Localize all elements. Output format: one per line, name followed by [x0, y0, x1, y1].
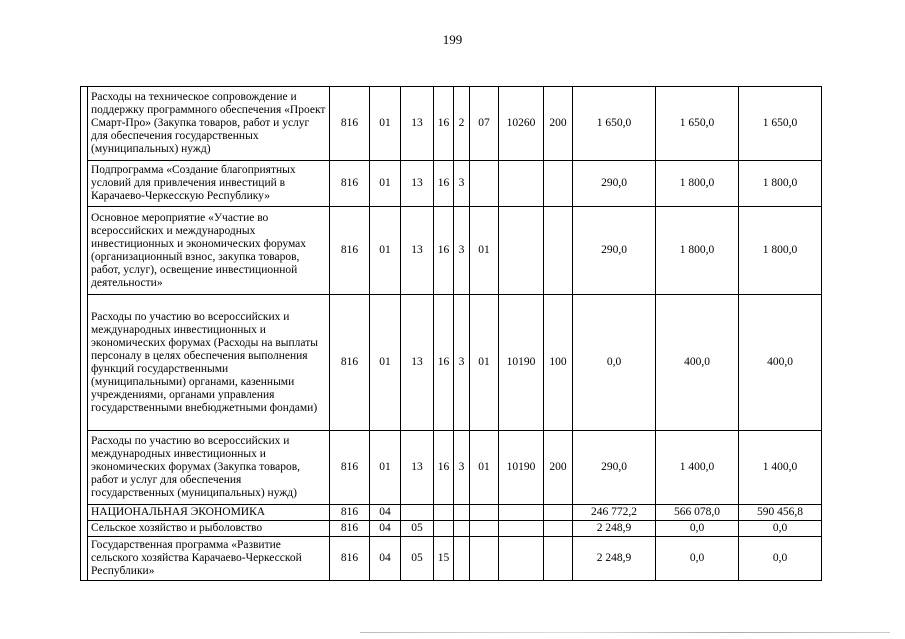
direction-cell [499, 207, 544, 295]
razdel-cell: 01 [370, 295, 401, 431]
program-cell: 16 [434, 295, 454, 431]
amount-year3-cell: 1 400,0 [739, 431, 822, 505]
glava-cell: 816 [330, 87, 370, 161]
direction-cell [499, 505, 544, 521]
razdel-cell: 01 [370, 161, 401, 207]
amount-year1-cell: 1 650,0 [573, 87, 656, 161]
direction-cell: 10190 [499, 431, 544, 505]
podrazdel-cell [401, 505, 434, 521]
table-row [81, 295, 822, 431]
table-body [81, 87, 822, 581]
amount-year2-cell: 1 800,0 [656, 207, 739, 295]
glava-cell: 816 [330, 505, 370, 521]
amount-year1-cell: 290,0 [573, 161, 656, 207]
subprogram-cell: 3 [454, 207, 470, 295]
program-cell: 16 [434, 161, 454, 207]
table-row [81, 161, 822, 207]
direction-cell [499, 537, 544, 581]
table-row [81, 87, 822, 161]
subprogram-cell [454, 537, 470, 581]
row-description: Расходы по участию во всероссийских и международных инвестиционных и экономических форумах (Закупка товаров, работ и услуг для обеспечения государственных (муниципальных) нужд) [88, 431, 330, 505]
amount-year2-cell: 1 800,0 [656, 161, 739, 207]
program-cell: 16 [434, 431, 454, 505]
event-cell [470, 505, 499, 521]
glava-cell: 816 [330, 161, 370, 207]
glava-cell: 816 [330, 431, 370, 505]
amount-year3-cell: 1 800,0 [739, 207, 822, 295]
expense-type-cell [544, 521, 573, 537]
table-row [81, 431, 822, 505]
amount-year3-cell: 1 650,0 [739, 87, 822, 161]
row-description: Сельское хозяйство и рыболовство [88, 521, 330, 537]
budget-table [80, 86, 822, 581]
amount-year2-cell: 400,0 [656, 295, 739, 431]
razdel-cell: 04 [370, 505, 401, 521]
row-description: Подпрограмма «Создание благоприятных условий для привлечения инвестиций в Карачаево-Черкесскую Республику» [88, 161, 330, 207]
table-row [81, 505, 822, 521]
event-cell: 01 [470, 207, 499, 295]
expense-type-cell [544, 207, 573, 295]
subprogram-cell [454, 521, 470, 537]
program-cell [434, 505, 454, 521]
expense-type-cell [544, 161, 573, 207]
podrazdel-cell: 05 [401, 521, 434, 537]
amount-year2-cell: 566 078,0 [656, 505, 739, 521]
glava-cell: 816 [330, 537, 370, 581]
podrazdel-cell: 13 [401, 295, 434, 431]
amount-year1-cell: 2 248,9 [573, 521, 656, 537]
row-description: Расходы на техническое сопровождение и поддержку программного обеспечения «Проект Смарт-Про» (Закупка товаров, работ и услуг для обеспечения государственных (муниципальных) нужд) [88, 87, 330, 161]
row-description: Основное мероприятие «Участие во всероссийских и международных инвестиционных и экономических форумах (организационный взнос, закупка товаров, работ, услуг), освещение инвестиционной деятельности» [88, 207, 330, 295]
subprogram-cell [454, 505, 470, 521]
direction-cell [499, 521, 544, 537]
program-cell: 16 [434, 87, 454, 161]
direction-cell [499, 161, 544, 207]
expense-type-cell [544, 537, 573, 581]
table-row [81, 521, 822, 537]
glava-cell: 816 [330, 207, 370, 295]
razdel-cell: 01 [370, 207, 401, 295]
direction-cell: 10260 [499, 87, 544, 161]
subprogram-cell: 3 [454, 161, 470, 207]
razdel-cell: 04 [370, 521, 401, 537]
amount-year1-cell: 246 772,2 [573, 505, 656, 521]
direction-cell: 10190 [499, 295, 544, 431]
amount-year3-cell: 0,0 [739, 521, 822, 537]
amount-year1-cell: 0,0 [573, 295, 656, 431]
podrazdel-cell: 13 [401, 431, 434, 505]
scan-artifact-line [360, 632, 890, 633]
expense-type-cell: 200 [544, 431, 573, 505]
event-cell [470, 537, 499, 581]
table-row [81, 537, 822, 581]
event-cell [470, 161, 499, 207]
subprogram-cell: 3 [454, 431, 470, 505]
amount-year1-cell: 290,0 [573, 431, 656, 505]
table-row [81, 207, 822, 295]
amount-year3-cell: 0,0 [739, 537, 822, 581]
razdel-cell: 01 [370, 87, 401, 161]
amount-year2-cell: 0,0 [656, 521, 739, 537]
razdel-cell: 01 [370, 431, 401, 505]
subprogram-cell: 3 [454, 295, 470, 431]
amount-year2-cell: 1 650,0 [656, 87, 739, 161]
program-cell: 16 [434, 207, 454, 295]
amount-year2-cell: 0,0 [656, 537, 739, 581]
razdel-cell: 04 [370, 537, 401, 581]
row-description: Расходы по участию во всероссийских и международных инвестиционных и экономических форумах (Расходы на выплаты персоналу в целях обеспечения выполнения функций государственными (муниципальными) органами, казенными учреждениями, органами управления государственными внебюджетными фондами) [88, 295, 330, 431]
amount-year3-cell: 1 800,0 [739, 161, 822, 207]
row-description: НАЦИОНАЛЬНАЯ ЭКОНОМИКА [88, 505, 330, 521]
event-cell: 01 [470, 295, 499, 431]
expense-type-cell: 200 [544, 87, 573, 161]
page-number: 199 [442, 32, 463, 47]
expense-type-cell: 100 [544, 295, 573, 431]
podrazdel-cell: 13 [401, 207, 434, 295]
row-description: Государственная программа «Развитие сельского хозяйства Карачаево-Черкесской Республики» [88, 537, 330, 581]
program-cell: 15 [434, 537, 454, 581]
program-cell [434, 521, 454, 537]
glava-cell: 816 [330, 521, 370, 537]
event-cell [470, 521, 499, 537]
amount-year1-cell: 290,0 [573, 207, 656, 295]
amount-year2-cell: 1 400,0 [656, 431, 739, 505]
glava-cell: 816 [330, 295, 370, 431]
podrazdel-cell: 13 [401, 87, 434, 161]
amount-year1-cell: 2 248,9 [573, 537, 656, 581]
expense-type-cell [544, 505, 573, 521]
event-cell: 01 [470, 431, 499, 505]
subprogram-cell: 2 [454, 87, 470, 161]
podrazdel-cell: 05 [401, 537, 434, 581]
event-cell: 07 [470, 87, 499, 161]
podrazdel-cell: 13 [401, 161, 434, 207]
amount-year3-cell: 590 456,8 [739, 505, 822, 521]
blank-column [81, 87, 88, 581]
amount-year3-cell: 400,0 [739, 295, 822, 431]
